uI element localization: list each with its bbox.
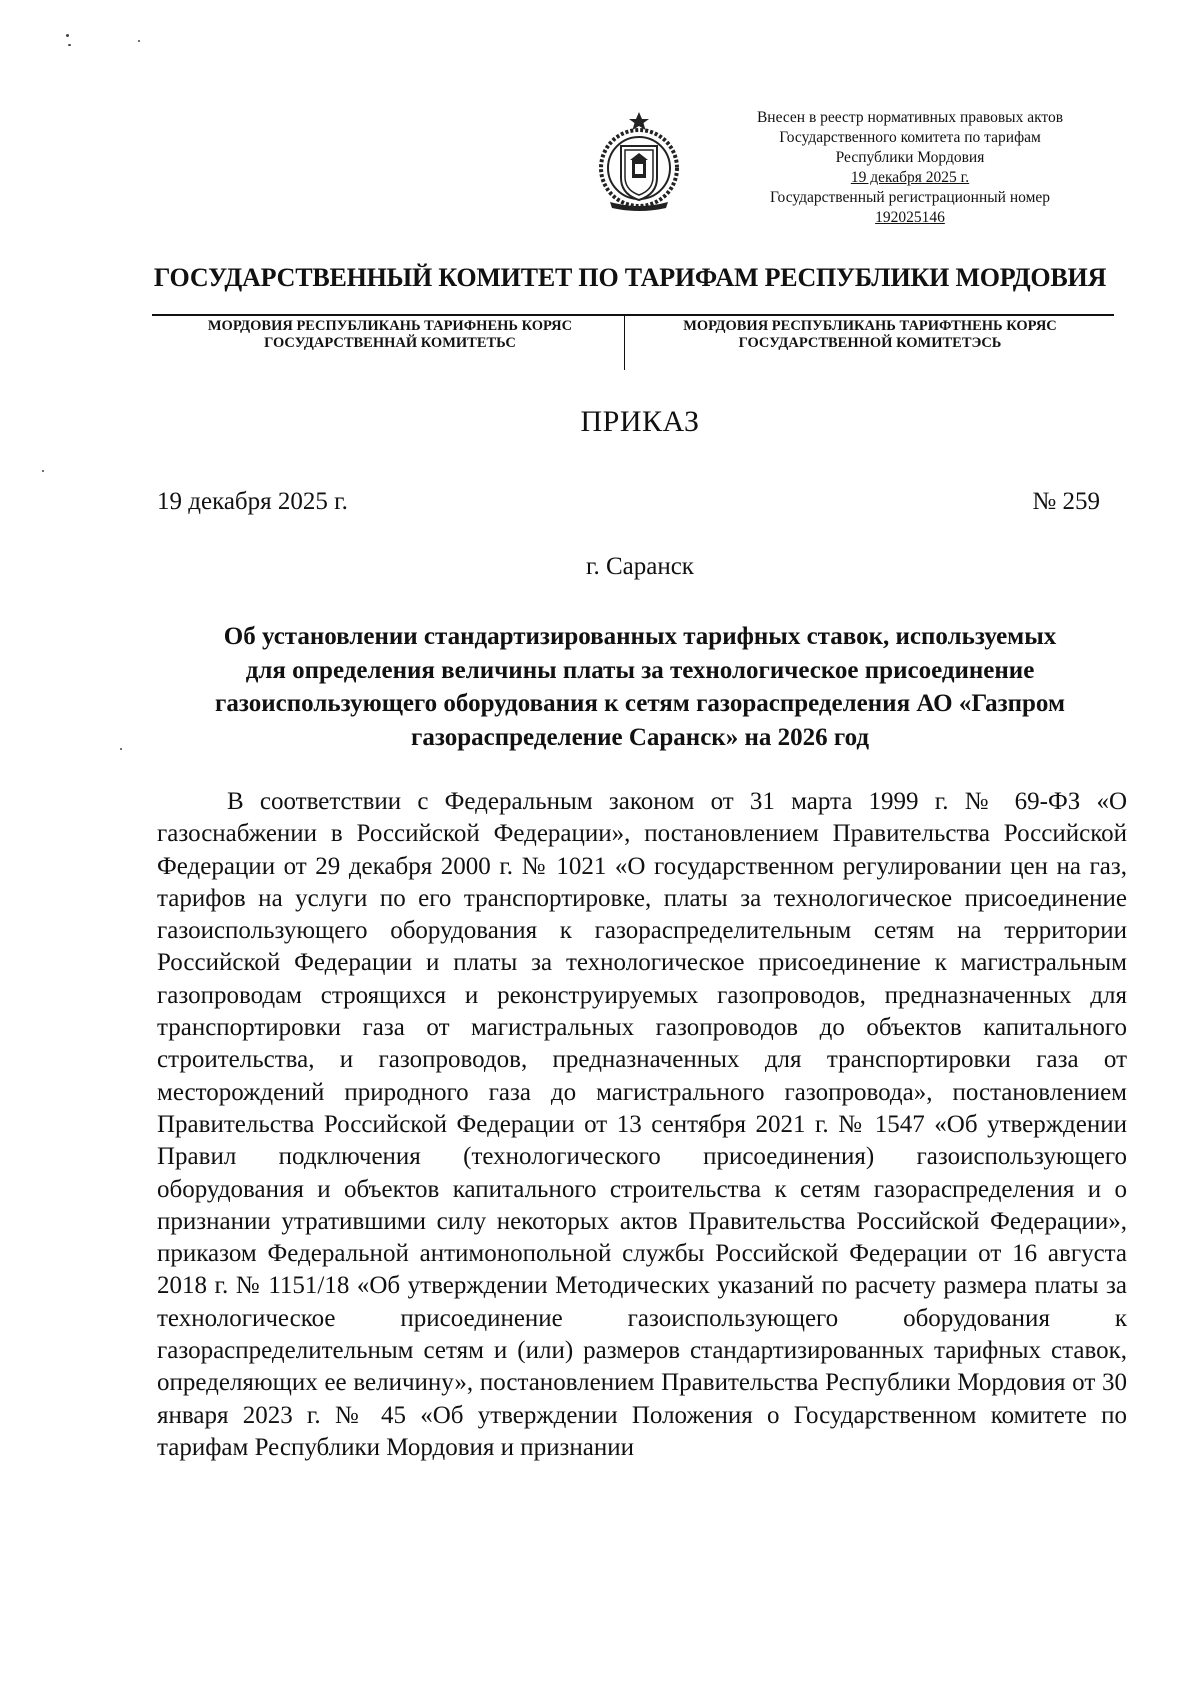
- registry-number-label: Государственный регистрационный номер: [769, 189, 1051, 206]
- registry-line: Республики Мордовия: [835, 149, 985, 166]
- scan-speck: [138, 40, 140, 42]
- registry-line: Государственного комитета по тарифам: [779, 129, 1041, 146]
- subject-line: газораспределение Саранск» на 2026 год: [410, 723, 870, 751]
- registry-date: 19 декабря 2025 г.: [850, 169, 970, 186]
- header-divider: [624, 316, 625, 370]
- body-paragraph: В соответствии с Федеральным законом от 31 марта 1999 г. № 69-ФЗ «О газоснабжении в Российской Федерации», постановлением Правительства Российской Федерации от 29 декабря 2000 г. № 1021 «О государственном регулировании цен на газ, тарифов на услуги по его транспортировке, платы за технологическое присоединение газоиспользующего оборудования к газораспределительным сетям на территории Российской Федерации и платы за технологическое присоединение к магистральным газопроводам строящихся и реконструируемых газопроводов, предназначенных для транспортировки газа от магистральных газопроводов до объектов капитального строительства, и газопроводов, предназначенных для транспортировки газа от месторождений природного газа до магистрального газопровода», постановлением Правительства Российской Федерации от 13 сентября 2021 г. № 1547 «Об утверждении Правил подключения (технологического присоединения) газоиспользующего оборудования и объектов капитального строительства к сетям газораспределения и о признании утратившими силу некоторых актов Правительства Российской Федерации», приказом Федеральной антимонопольной службы Российской Федерации от 16 августа 2018 г. № 1151/18 «Об утверждении Методических указаний по расчету размера платы за технологическое присоединение газоиспользующего оборудования к газораспределительным сетям и (или) размеров стандартизированных тарифных ставок, определяющих ее величину», постановлением Правительства Республики Мордовия от 30 января 2023 г. № 45 «Об утверждении Положения о Государственном комитете по тарифам Республики Мордовия и признании: [157, 788, 1127, 1461]
- coat-of-arms-icon: [596, 110, 682, 214]
- subject-line: для определения величины платы за технологическое присоединение: [245, 656, 1035, 684]
- subject-line: Об установлении стандартизированных тарифных ставок, используемых: [223, 623, 1057, 650]
- order-subject: [150, 620, 1130, 754]
- scan-speck: [42, 470, 44, 472]
- committee-name-line: ГОСУДАРСТВЕННОЙ КОМИТЕТЭСЬ: [738, 335, 1002, 351]
- registry-number: 192025146: [875, 209, 945, 226]
- scan-speck: [120, 748, 122, 750]
- order-city: г. Саранск: [586, 553, 694, 580]
- scan-speck: [66, 34, 69, 37]
- committee-name-line: МОРДОВИЯ РЕСПУБЛИКАНЬ ТАРИФНЕНЬ КОРЯС: [207, 318, 573, 334]
- committee-name-left: [170, 318, 610, 352]
- committee-title: ГОСУДАРСТВЕННЫЙ КОМИТЕТ ПО ТАРИФАМ РЕСПУБЛИКИ МОРДОВИЯ: [153, 263, 1107, 292]
- committee-name-line: МОРДОВИЯ РЕСПУБЛИКАНЬ ТАРИФТНЕНЬ КОРЯС: [683, 318, 1057, 334]
- document-kind: ПРИКАЗ: [580, 405, 700, 438]
- registry-line: Внесен в реестр нормативных правовых актов: [756, 109, 1064, 126]
- committee-name-right: [640, 318, 1100, 352]
- committee-name-line: ГОСУДАРСТВЕННАЙ КОМИТЕТЬС: [264, 335, 516, 351]
- header-rule: [152, 314, 1114, 316]
- registry-note: [730, 108, 1090, 228]
- subject-line: газоиспользующего оборудования к сетям газораспределения АО «Газпром: [215, 690, 1065, 717]
- order-date: 19 декабря 2025 г.: [157, 488, 348, 515]
- scan-speck: [68, 44, 71, 46]
- order-number: № 259: [1032, 488, 1100, 515]
